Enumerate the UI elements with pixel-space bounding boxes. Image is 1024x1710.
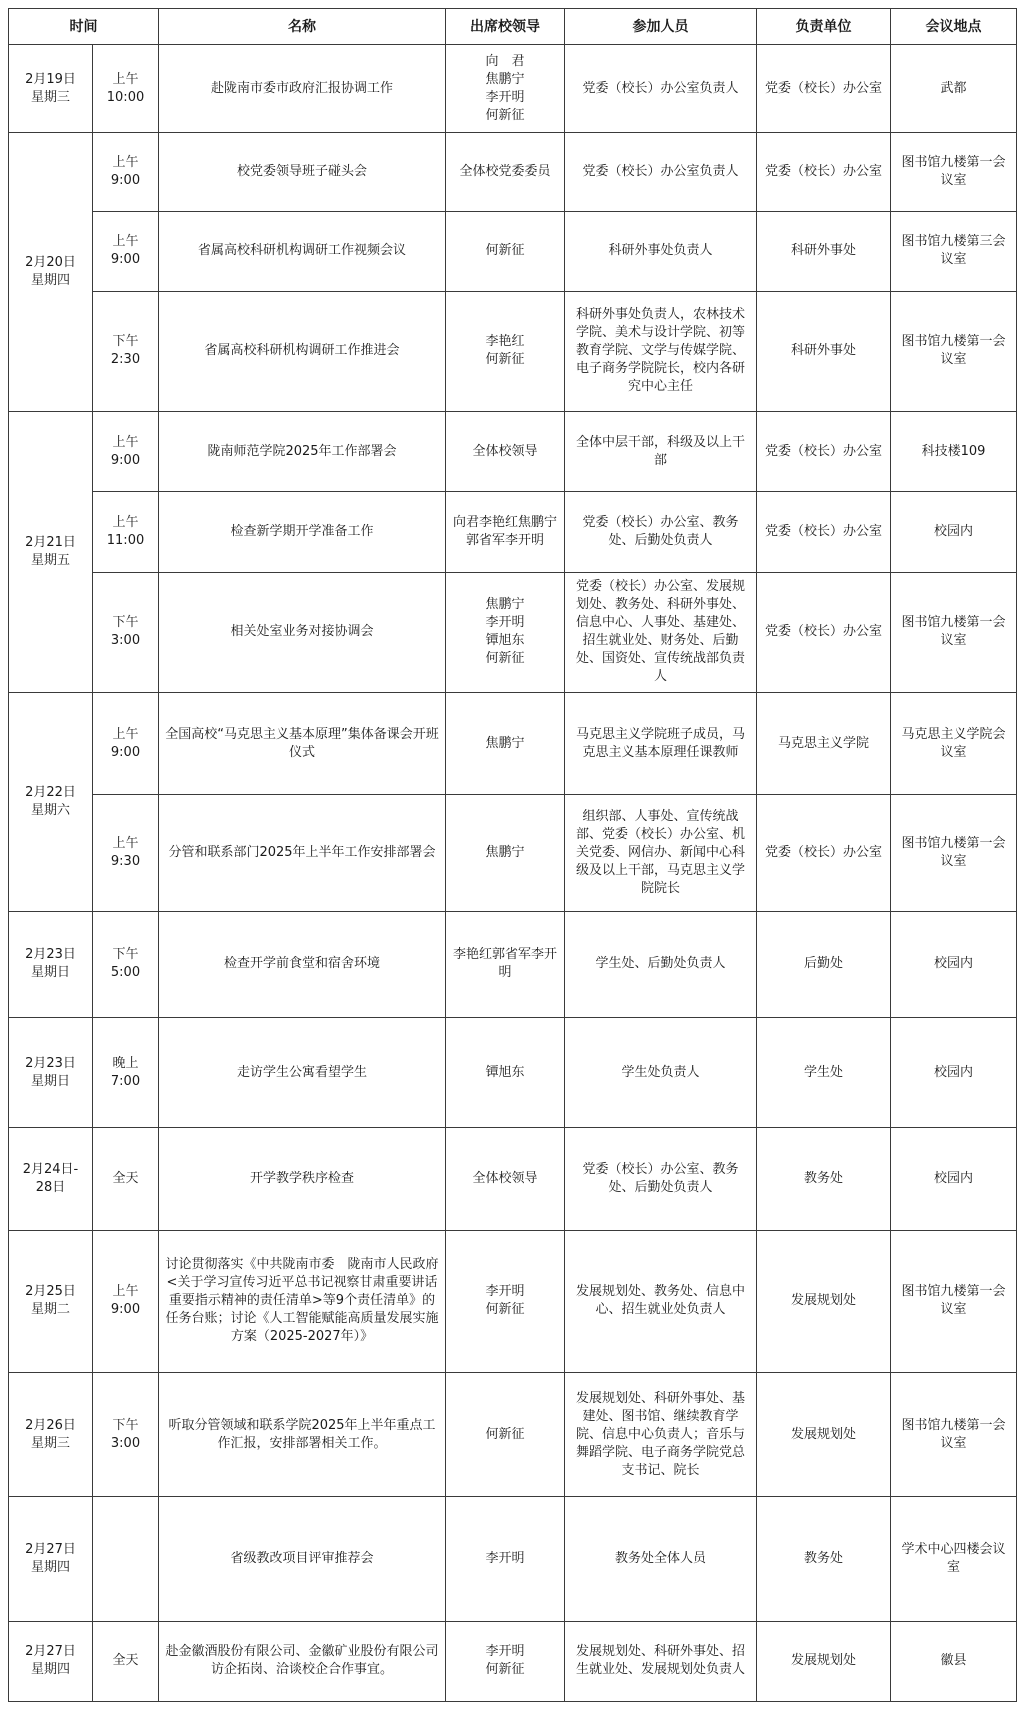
row-unit: 发展规划处 bbox=[757, 1621, 891, 1701]
table-row bbox=[9, 492, 1017, 572]
row-date: 2月19日 星期三 bbox=[9, 45, 93, 133]
row-date: 2月21日 星期五 bbox=[9, 412, 93, 693]
table-row bbox=[9, 133, 1017, 211]
row-attendees: 党委（校长）办公室、发展规划处、教务处、科研外事处、信息中心、人事处、基建处、招生就业处、财务处、后勤处、国资处、宣传统战部负责人 bbox=[565, 572, 757, 692]
row-name: 开学教学秩序检查 bbox=[159, 1128, 446, 1230]
row-attendees: 党委（校长）办公室负责人 bbox=[565, 45, 757, 133]
header-attendees: 参加人员 bbox=[565, 9, 757, 45]
row-unit: 教务处 bbox=[757, 1497, 891, 1621]
row-name: 走访学生公寓看望学生 bbox=[159, 1017, 446, 1127]
row-date: 2月22日 星期六 bbox=[9, 692, 93, 911]
row-leaders: 李艳红 何新征 bbox=[446, 291, 565, 411]
schedule-table bbox=[8, 8, 1017, 1702]
row-time: 上午 9:00 bbox=[93, 412, 159, 492]
row-leaders: 焦鹏宁 bbox=[446, 692, 565, 794]
row-time bbox=[93, 1497, 159, 1621]
row-time: 上午 9:30 bbox=[93, 795, 159, 911]
row-date: 2月24日- 28日 bbox=[9, 1128, 93, 1230]
row-unit: 学生处 bbox=[757, 1017, 891, 1127]
row-location: 校园内 bbox=[891, 492, 1017, 572]
row-attendees: 发展规划处、科研外事处、基建处、图书馆、继续教育学院、信息中心负责人；音乐与舞蹈学院、电子商务学院党总支书记、院长 bbox=[565, 1372, 757, 1496]
row-location: 武都 bbox=[891, 45, 1017, 133]
row-unit: 党委（校长）办公室 bbox=[757, 795, 891, 911]
table-row bbox=[9, 1497, 1017, 1621]
row-location: 图书馆九楼第三会议室 bbox=[891, 211, 1017, 291]
row-location: 图书馆九楼第一会议室 bbox=[891, 133, 1017, 211]
row-date: 2月25日 星期二 bbox=[9, 1230, 93, 1372]
row-name: 分管和联系部门2025年上半年工作安排部署会 bbox=[159, 795, 446, 911]
table-row bbox=[9, 1230, 1017, 1372]
row-location: 图书馆九楼第一会议室 bbox=[891, 572, 1017, 692]
row-unit: 发展规划处 bbox=[757, 1230, 891, 1372]
row-time: 上午 10:00 bbox=[93, 45, 159, 133]
row-attendees: 科研外事处负责人，农林技术学院、美术与设计学院、初等教育学院、文学与传媒学院、电子商务学院院长，校内各研究中心主任 bbox=[565, 291, 757, 411]
row-attendees: 党委（校长）办公室负责人 bbox=[565, 133, 757, 211]
row-attendees: 党委（校长）办公室、教务处、后勤处负责人 bbox=[565, 1128, 757, 1230]
row-date: 2月20日 星期四 bbox=[9, 133, 93, 412]
row-leaders: 李艳红郭省军李开明 bbox=[446, 911, 565, 1017]
row-attendees: 教务处全体人员 bbox=[565, 1497, 757, 1621]
row-name: 听取分管领域和联系学院2025年上半年重点工作汇报，安排部署相关工作。 bbox=[159, 1372, 446, 1496]
row-name: 赴金徽酒股份有限公司、金徽矿业股份有限公司访企拓岗、洽谈校企合作事宜。 bbox=[159, 1621, 446, 1701]
row-name: 陇南师范学院2025年工作部署会 bbox=[159, 412, 446, 492]
row-time: 全天 bbox=[93, 1128, 159, 1230]
row-attendees: 学生处负责人 bbox=[565, 1017, 757, 1127]
row-location: 图书馆九楼第一会议室 bbox=[891, 1230, 1017, 1372]
row-leaders: 全体校领导 bbox=[446, 1128, 565, 1230]
table-row bbox=[9, 1372, 1017, 1496]
row-time: 下午 3:00 bbox=[93, 572, 159, 692]
row-time: 下午 2:30 bbox=[93, 291, 159, 411]
table-row bbox=[9, 211, 1017, 291]
row-name: 检查新学期开学准备工作 bbox=[159, 492, 446, 572]
row-leaders: 全体校领导 bbox=[446, 412, 565, 492]
row-date: 2月27日 星期四 bbox=[9, 1621, 93, 1701]
row-time: 下午 5:00 bbox=[93, 911, 159, 1017]
row-date: 2月23日 星期日 bbox=[9, 911, 93, 1017]
row-attendees: 马克思主义学院班子成员，马克思主义基本原理任课教师 bbox=[565, 692, 757, 794]
row-leaders: 何新征 bbox=[446, 1372, 565, 1496]
row-location: 校园内 bbox=[891, 1128, 1017, 1230]
row-leaders: 镡旭东 bbox=[446, 1017, 565, 1127]
row-leaders: 何新征 bbox=[446, 211, 565, 291]
header-unit: 负责单位 bbox=[757, 9, 891, 45]
row-name: 全国高校“马克思主义基本原理”集体备课会开班仪式 bbox=[159, 692, 446, 794]
row-location: 科技楼109 bbox=[891, 412, 1017, 492]
row-location: 图书馆九楼第一会议室 bbox=[891, 1372, 1017, 1496]
row-name: 省级教改项目评审推荐会 bbox=[159, 1497, 446, 1621]
row-unit: 教务处 bbox=[757, 1128, 891, 1230]
header-row bbox=[9, 9, 1017, 45]
row-unit: 科研外事处 bbox=[757, 291, 891, 411]
table-row bbox=[9, 412, 1017, 492]
row-attendees: 学生处、后勤处负责人 bbox=[565, 911, 757, 1017]
table-row bbox=[9, 1017, 1017, 1127]
row-leaders: 李开明 何新征 bbox=[446, 1621, 565, 1701]
row-time: 上午 9:00 bbox=[93, 1230, 159, 1372]
row-attendees: 发展规划处、科研外事处、招生就业处、发展规划处负责人 bbox=[565, 1621, 757, 1701]
row-location: 马克思主义学院会议室 bbox=[891, 692, 1017, 794]
row-leaders: 焦鹏宁 李开明 镡旭东 何新征 bbox=[446, 572, 565, 692]
row-location: 图书馆九楼第一会议室 bbox=[891, 795, 1017, 911]
row-unit: 发展规划处 bbox=[757, 1372, 891, 1496]
row-unit: 党委（校长）办公室 bbox=[757, 492, 891, 572]
table-row bbox=[9, 291, 1017, 411]
row-leaders: 李开明 何新征 bbox=[446, 1230, 565, 1372]
row-leaders: 李开明 bbox=[446, 1497, 565, 1621]
row-location: 徽县 bbox=[891, 1621, 1017, 1701]
row-time: 上午 9:00 bbox=[93, 211, 159, 291]
row-time: 全天 bbox=[93, 1621, 159, 1701]
table-row bbox=[9, 795, 1017, 911]
table-row bbox=[9, 45, 1017, 133]
row-unit: 党委（校长）办公室 bbox=[757, 133, 891, 211]
row-unit: 马克思主义学院 bbox=[757, 692, 891, 794]
row-unit: 后勤处 bbox=[757, 911, 891, 1017]
row-time: 晚上 7:00 bbox=[93, 1017, 159, 1127]
row-date: 2月27日 星期四 bbox=[9, 1497, 93, 1621]
row-leaders: 焦鹏宁 bbox=[446, 795, 565, 911]
row-name: 讨论贯彻落实《中共陇南市委 陇南市人民政府<关于学习宣传习近平总书记视察甘肃重要讲话重要指示精神的责任清单>等9个责任清单》的任务台账；讨论《人工智能赋能高质量发展实施方案（2025-2027年）》 bbox=[159, 1230, 446, 1372]
row-attendees: 全体中层干部，科级及以上干部 bbox=[565, 412, 757, 492]
row-date: 2月23日 星期日 bbox=[9, 1017, 93, 1127]
row-leaders: 向 君 焦鹏宁 李开明 何新征 bbox=[446, 45, 565, 133]
row-location: 图书馆九楼第一会议室 bbox=[891, 291, 1017, 411]
row-attendees: 发展规划处、教务处、信息中心、招生就业处负责人 bbox=[565, 1230, 757, 1372]
table-row bbox=[9, 692, 1017, 794]
row-location: 校园内 bbox=[891, 1017, 1017, 1127]
row-date: 2月26日 星期三 bbox=[9, 1372, 93, 1496]
row-leaders: 全体校党委委员 bbox=[446, 133, 565, 211]
row-name: 省属高校科研机构调研工作推进会 bbox=[159, 291, 446, 411]
table-row bbox=[9, 572, 1017, 692]
row-leaders: 向君李艳红焦鹏宁郭省军李开明 bbox=[446, 492, 565, 572]
row-unit: 党委（校长）办公室 bbox=[757, 412, 891, 492]
row-time: 上午 11:00 bbox=[93, 492, 159, 572]
table-row bbox=[9, 1128, 1017, 1230]
row-unit: 党委（校长）办公室 bbox=[757, 572, 891, 692]
row-attendees: 党委（校长）办公室、教务处、后勤处负责人 bbox=[565, 492, 757, 572]
row-attendees: 科研外事处负责人 bbox=[565, 211, 757, 291]
row-attendees: 组织部、人事处、宣传统战部、党委（校长）办公室、机关党委、网信办、新闻中心科级及以上干部，马克思主义学院院长 bbox=[565, 795, 757, 911]
header-name: 名称 bbox=[159, 9, 446, 45]
table-row bbox=[9, 911, 1017, 1017]
header-leaders: 出席校领导 bbox=[446, 9, 565, 45]
header-location: 会议地点 bbox=[891, 9, 1017, 45]
row-time: 下午 3:00 bbox=[93, 1372, 159, 1496]
row-name: 省属高校科研机构调研工作视频会议 bbox=[159, 211, 446, 291]
row-location: 校园内 bbox=[891, 911, 1017, 1017]
row-unit: 科研外事处 bbox=[757, 211, 891, 291]
row-time: 上午 9:00 bbox=[93, 133, 159, 211]
row-location: 学术中心四楼会议室 bbox=[891, 1497, 1017, 1621]
table-row bbox=[9, 1621, 1017, 1701]
row-name: 相关处室业务对接协调会 bbox=[159, 572, 446, 692]
row-time: 上午 9:00 bbox=[93, 692, 159, 794]
row-unit: 党委（校长）办公室 bbox=[757, 45, 891, 133]
header-time: 时间 bbox=[9, 9, 159, 45]
row-name: 赴陇南市委市政府汇报协调工作 bbox=[159, 45, 446, 133]
row-name: 校党委领导班子碰头会 bbox=[159, 133, 446, 211]
row-name: 检查开学前食堂和宿舍环境 bbox=[159, 911, 446, 1017]
